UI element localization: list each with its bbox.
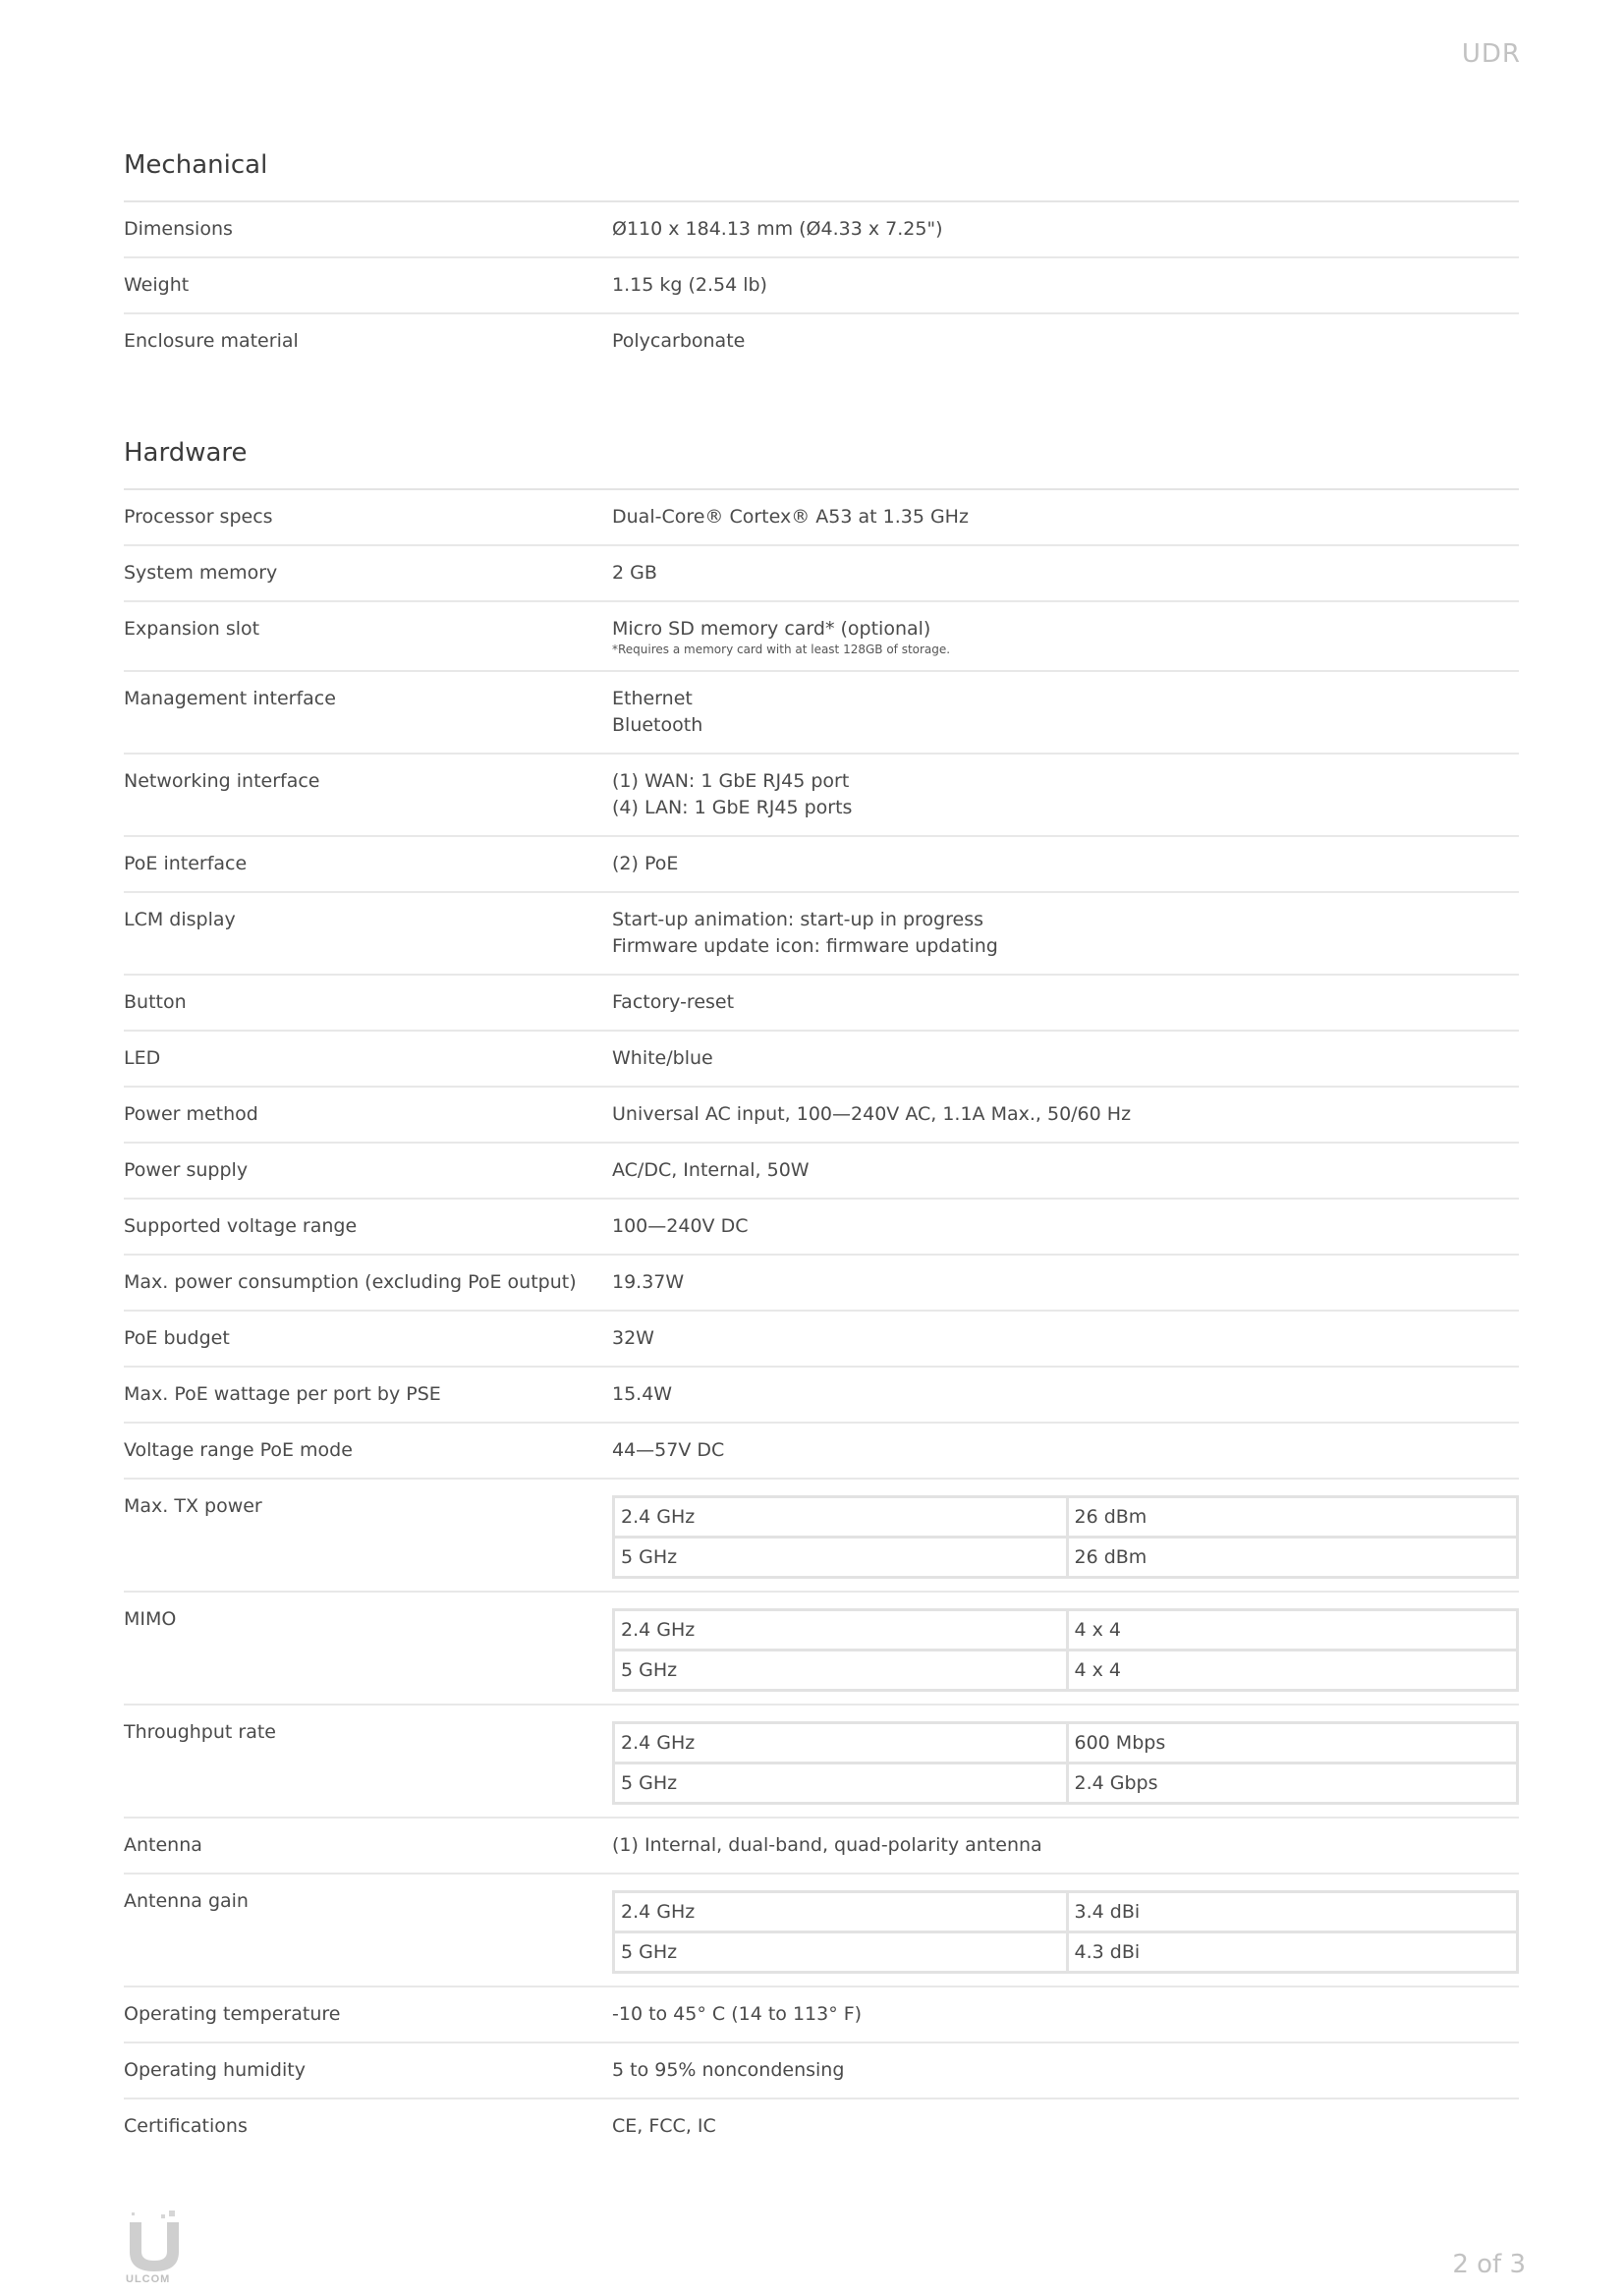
spec-value-line: Firmware update icon: firmware updating (612, 935, 998, 957)
spec-value (612, 768, 1519, 821)
table-row (124, 546, 1519, 602)
spec-label: Throughput rate (124, 1721, 276, 1743)
table-row (124, 2043, 1519, 2099)
spec-label: Operating humidity (124, 2059, 306, 2081)
spec-label: Max. power consumption (excluding PoE output) (124, 1271, 577, 1293)
table-row (124, 1593, 1519, 1706)
table-row (124, 1480, 1519, 1593)
spec-label: Antenna gain (124, 1890, 249, 1912)
spec-label: System memory (124, 562, 278, 584)
spec-value: 1.15 kg (2.54 lb) (612, 274, 767, 296)
spec-label: Supported voltage range (124, 1215, 358, 1237)
table-row (124, 1144, 1519, 1200)
table-row (124, 314, 1519, 368)
table-row (124, 258, 1519, 314)
spec-label: Power supply (124, 1159, 249, 1181)
band-cell: 2.4 GHz (621, 1619, 696, 1641)
table-row (124, 1368, 1519, 1424)
sub-table-row (615, 1649, 1516, 1689)
spec-label: Power method (124, 1103, 258, 1125)
band-cell: 5 GHz (621, 1659, 678, 1681)
table-row (124, 602, 1519, 672)
section-title-mechanical: Mechanical (124, 147, 1519, 202)
spec-label: Dimensions (124, 218, 233, 240)
throughput-table (612, 1721, 1519, 1805)
spec-value-line: Micro SD memory card* (optional) (612, 618, 931, 640)
spec-value (612, 1719, 1519, 1805)
spec-value: Universal AC input, 100—240V AC, 1.1A Max., 50/60 Hz (612, 1103, 1132, 1125)
table-row (124, 837, 1519, 893)
spec-value: (1) Internal, dual-band, quad-polarity antenna (612, 1834, 1042, 1856)
sub-table-row (615, 1931, 1516, 1971)
spec-label: Antenna (124, 1834, 202, 1856)
spec-value: AC/DC, Internal, 50W (612, 1159, 810, 1181)
mimo-table (612, 1608, 1519, 1692)
spec-value: 44—57V DC (612, 1439, 725, 1461)
spec-label: MIMO (124, 1608, 177, 1630)
spec-value-line: Bluetooth (612, 714, 703, 736)
table-row (124, 2099, 1519, 2154)
spec-value-line: Start-up animation: start-up in progress (612, 909, 983, 930)
band-cell: 2.4 GHz (621, 1901, 696, 1923)
hardware-table (124, 490, 1519, 2154)
value-cell: 600 Mbps (1066, 1724, 1517, 1762)
sub-table-row (615, 1762, 1516, 1802)
sub-table-row (615, 1893, 1516, 1931)
sub-table-row (615, 1498, 1516, 1536)
spec-value (612, 1493, 1519, 1579)
spec-value (612, 616, 1519, 656)
spec-value: (2) PoE (612, 853, 679, 874)
table-row (124, 1706, 1519, 1819)
table-row (124, 755, 1519, 837)
spec-label: Button (124, 991, 187, 1013)
spec-label: LED (124, 1047, 161, 1069)
product-code: UDR (1461, 39, 1521, 69)
spec-value: -10 to 45° C (14 to 113° F) (612, 2003, 863, 2025)
spec-label: Enclosure material (124, 330, 299, 352)
sub-table-row (615, 1536, 1516, 1576)
table-row (124, 1088, 1519, 1144)
spec-label: LCM display (124, 909, 236, 930)
spec-value: Polycarbonate (612, 330, 746, 352)
table-row (124, 1987, 1519, 2043)
spec-value (612, 907, 1519, 960)
table-row (124, 976, 1519, 1032)
tx-power-table (612, 1495, 1519, 1579)
spec-value: 32W (612, 1327, 654, 1349)
table-row (124, 1312, 1519, 1368)
spec-value: White/blue (612, 1047, 713, 1069)
antenna-gain-table (612, 1890, 1519, 1974)
value-cell: 4.3 dBi (1066, 1933, 1517, 1971)
page-number: 2 of 3 (1452, 2250, 1526, 2279)
band-cell: 5 GHz (621, 1941, 678, 1963)
spec-value-line: (1) WAN: 1 GbE RJ45 port (612, 770, 850, 792)
spec-label: Max. PoE wattage per port by PSE (124, 1383, 441, 1405)
spec-sheet (124, 147, 1519, 2154)
spec-label: Certifications (124, 2115, 248, 2137)
spec-value (612, 1606, 1519, 1692)
section-title-hardware: Hardware (124, 435, 1519, 490)
table-row (124, 1032, 1519, 1088)
spec-label: Management interface (124, 688, 336, 709)
table-row (124, 893, 1519, 976)
value-cell: 3.4 dBi (1066, 1893, 1517, 1931)
table-row (124, 1200, 1519, 1256)
spec-value: Ø110 x 184.13 mm (Ø4.33 x 7.25") (612, 218, 943, 240)
value-cell: 2.4 Gbps (1066, 1764, 1517, 1802)
spec-value-line: (4) LAN: 1 GbE RJ45 ports (612, 797, 853, 818)
sub-table-row (615, 1611, 1516, 1649)
mechanical-table (124, 202, 1519, 368)
spec-label: Max. TX power (124, 1495, 262, 1517)
spec-label: Weight (124, 274, 190, 296)
spec-value (612, 1888, 1519, 1974)
spec-value-line: Ethernet (612, 688, 693, 709)
table-row (124, 490, 1519, 546)
spec-value: 5 to 95% noncondensing (612, 2059, 845, 2081)
spec-value: CE, FCC, IC (612, 2115, 716, 2137)
spec-label: PoE interface (124, 853, 248, 874)
spec-label: Processor specs (124, 506, 273, 528)
band-cell: 2.4 GHz (621, 1506, 696, 1528)
brand-logo-icon (126, 2209, 183, 2279)
spec-value: 2 GB (612, 562, 657, 584)
spec-label: Expansion slot (124, 618, 260, 640)
table-row (124, 202, 1519, 258)
sub-table-row (615, 1724, 1516, 1762)
table-row (124, 1819, 1519, 1875)
spec-label: Operating temperature (124, 2003, 341, 2025)
value-cell: 4 x 4 (1066, 1611, 1517, 1649)
spec-label: Networking interface (124, 770, 320, 792)
table-row (124, 672, 1519, 755)
table-row (124, 1875, 1519, 1987)
band-cell: 2.4 GHz (621, 1732, 696, 1754)
footnote: *Requires a memory card with at least 128GB of storage. (612, 643, 951, 656)
table-row (124, 1424, 1519, 1480)
value-cell: 4 x 4 (1066, 1651, 1517, 1689)
spec-value: 15.4W (612, 1383, 673, 1405)
spec-value: Dual-Core® Cortex® A53 at 1.35 GHz (612, 506, 969, 528)
band-cell: 5 GHz (621, 1546, 678, 1568)
spec-label: PoE budget (124, 1327, 230, 1349)
value-cell: 26 dBm (1066, 1539, 1517, 1576)
value-cell: 26 dBm (1066, 1498, 1517, 1536)
spec-value: Factory-reset (612, 991, 735, 1013)
band-cell: 5 GHz (621, 1772, 678, 1794)
spec-value (612, 686, 1519, 739)
spec-value: 19.37W (612, 1271, 685, 1293)
brand-name: ULCOM (126, 2273, 171, 2285)
table-row (124, 1256, 1519, 1312)
spec-value: 100—240V DC (612, 1215, 749, 1237)
spec-label: Voltage range PoE mode (124, 1439, 353, 1461)
